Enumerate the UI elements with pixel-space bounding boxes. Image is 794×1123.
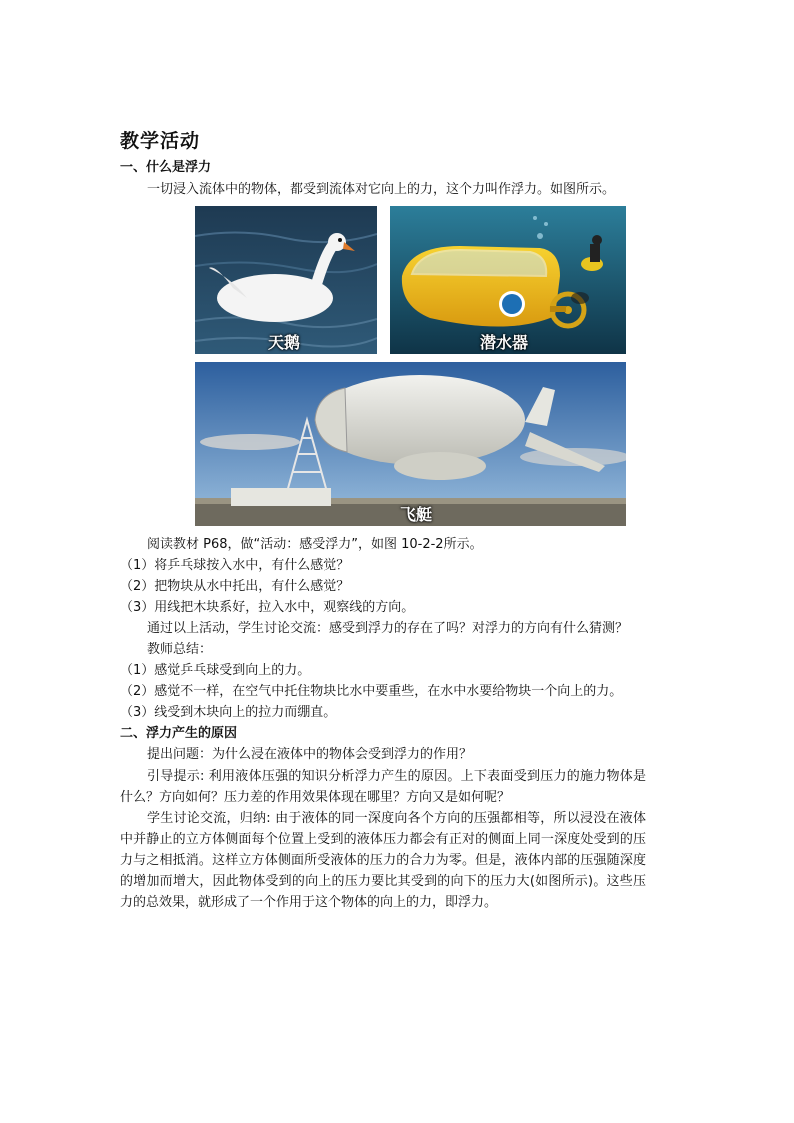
section1-intro: 一切浸入流体中的物体，都受到流体对它向上的力，这个力叫作浮力。如图所示。 xyxy=(147,182,616,197)
submersible-photo xyxy=(390,206,626,354)
activity-step-3: （3）用线把木块系好，拉入水中，观察线的方向。 xyxy=(120,600,415,615)
activity-step-2: （2）把物块从水中托出，有什么感觉？ xyxy=(120,579,350,594)
summary-item-1: （1）感觉乒乓球受到向上的力。 xyxy=(120,663,311,678)
airship-caption: 飞艇 xyxy=(400,505,433,524)
hint-paragraph: 引导提示: 利用液体压强的知识分析浮力产生的原因。上下表面受到压力的施力物体是什么？方向如何？压力差的作用效果体现在哪里？方向又是如何呢？ xyxy=(120,769,646,805)
submersible-caption: 潜水器 xyxy=(480,333,529,352)
read-instruction: 阅读教材 P68，做“活动：感受浮力”，如图 10-2-2所示。 xyxy=(147,537,483,552)
summary-item-3: （3）线受到木块向上的拉力而绷直。 xyxy=(120,705,337,720)
discussion-text: 通过以上活动，学生讨论交流：感受到浮力的存在了吗？对浮力的方向有什么猜测？ xyxy=(147,621,629,636)
question-text: 提出问题：为什么浸在液体中的物体会受到浮力的作用？ xyxy=(147,747,473,762)
teacher-summary-label: 教师总结： xyxy=(147,642,213,657)
swan-photo xyxy=(195,206,377,354)
summary-item-2: （2）感觉不一样，在空气中托住物块比水中要重些，在水中水要给物块一个向上的力。 xyxy=(120,684,623,699)
section2-title: 二、浮力产生的原因 xyxy=(120,726,238,741)
airship-photo xyxy=(195,362,626,526)
activity-step-1: （1）将乒乓球按入水中，有什么感觉？ xyxy=(120,558,350,573)
conclusion-paragraph: 学生讨论交流，归纳: 由于液体的同一深度向各个方向的压强都相等，所以浸没在液体中并静止的立方体侧面每个位置上受到的液体压力都会有正对的侧面上同一深度处受到的压力与之相抵消。这样立方体侧面所受液体的压力的合力为零。但是，液体内部的压强随深度的增加而增大，因此物体受到的向上的压力要比其受到的向下的压力大(如图所示)。这些压力的总效果，就形成了一个作用于这个物体的向上的力，即浮力。 xyxy=(120,811,646,910)
swan-caption: 天鹅 xyxy=(268,333,301,352)
page-title: 教学活动 xyxy=(120,130,201,152)
section1-title: 一、什么是浮力 xyxy=(120,160,212,175)
